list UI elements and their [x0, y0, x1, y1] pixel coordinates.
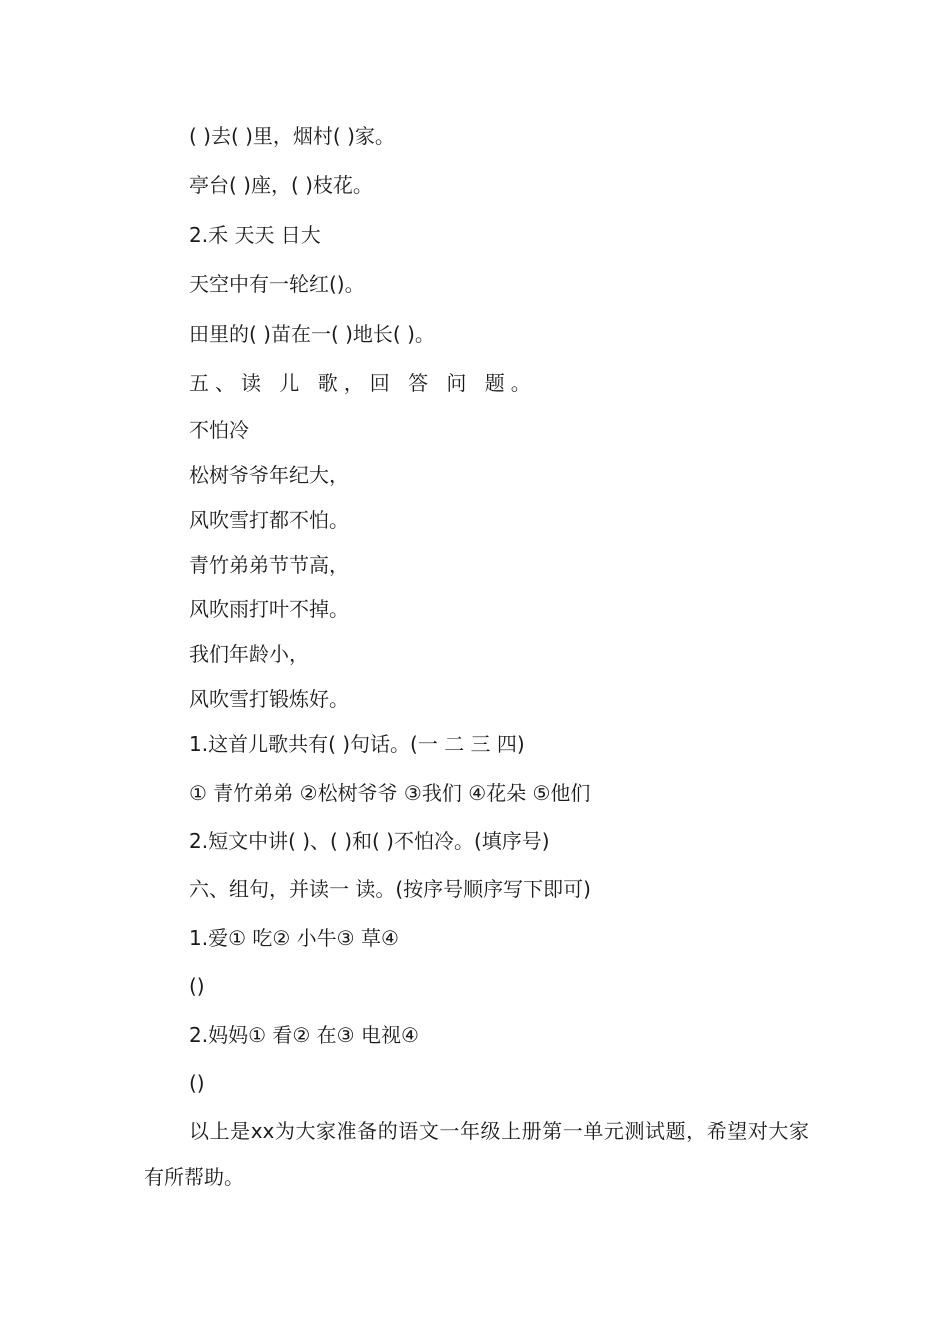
question-2-heading: 2.禾 天天 日大 [189, 223, 321, 247]
section-5-heading: 五、读 儿 歌，回 答 问 题。 [189, 371, 537, 395]
answer-blank-2: () [189, 1071, 205, 1095]
poem-line-6: 风吹雪打锻炼好。 [189, 687, 349, 711]
question-2-sentence-1: 天空中有一轮红()。 [189, 272, 365, 296]
section-5-options: ① 青竹弟弟 ②松树爷爷 ③我们 ④花朵 ⑤他们 [189, 781, 591, 805]
poem-line-2: 风吹雪打都不怕。 [189, 508, 349, 532]
poem-line-5: 我们年龄小， [189, 642, 309, 666]
closing-paragraph: 以上是xx为大家准备的语文一年级上册第一单元测试题，希望对大家有所帮助。 [144, 1119, 809, 1189]
fill-blank-line-1: ( )去( )里，烟村( )家。 [189, 124, 395, 148]
poem-line-4: 风吹雨打叶不掉。 [189, 597, 349, 621]
section-6-question-1: 1.爱① 吃② 小牛③ 草④ [189, 926, 399, 950]
poem-line-3: 青竹弟弟节节高， [189, 553, 349, 577]
poem-title: 不怕冷 [189, 418, 249, 442]
question-2-sentence-2: 田里的( )苗在一( )地长( )。 [189, 322, 435, 346]
section-6-question-2: 2.妈妈① 看② 在③ 电视④ [189, 1023, 419, 1047]
poem-line-1: 松树爷爷年纪大， [189, 463, 349, 487]
answer-blank-1: () [189, 974, 205, 998]
section-5-question-1: 1.这首儿歌共有( )句话。(一 二 三 四) [189, 732, 525, 756]
section-5-question-2: 2.短文中讲( )、( )和( )不怕冷。(填序号) [189, 829, 550, 853]
section-6-heading: 六、组句，并读一 读。(按序号顺序写下即可) [189, 877, 591, 901]
fill-blank-line-2: 亭台( )座，( )枝花。 [189, 173, 373, 197]
